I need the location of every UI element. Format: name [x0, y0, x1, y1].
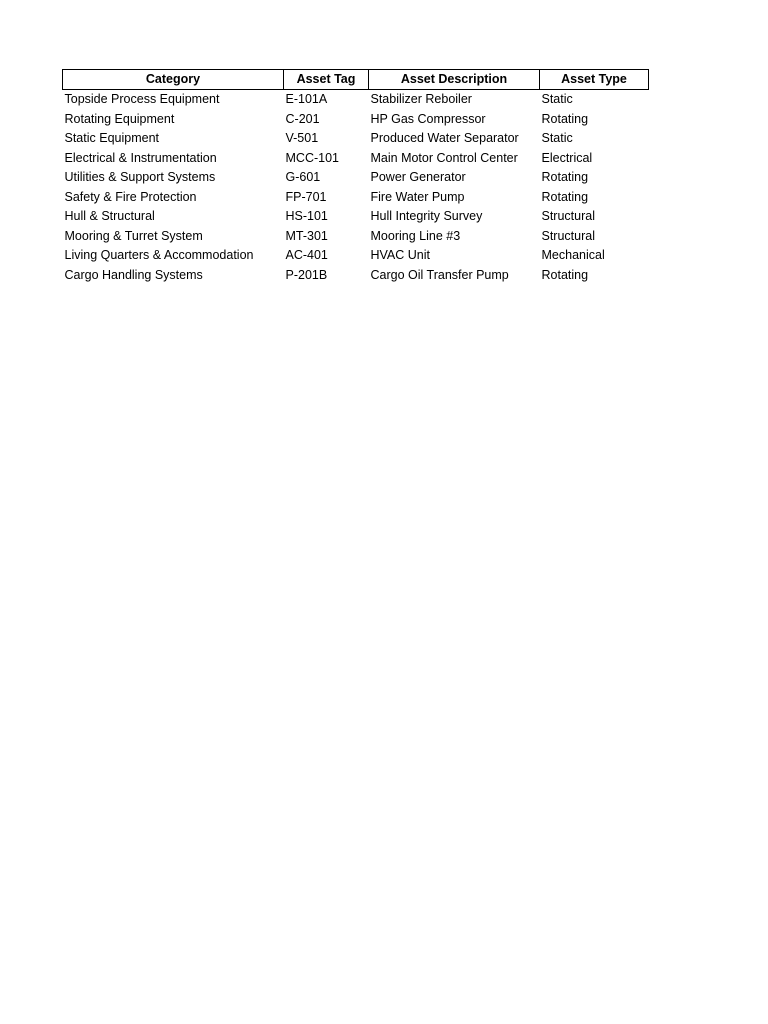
cell-asset-description: Power Generator [370, 170, 466, 184]
cell-category: Hull & Structural [64, 209, 155, 223]
column-header-asset-type: Asset Type [540, 70, 649, 90]
cell-category: Mooring & Turret System [64, 228, 203, 243]
cell-asset-description: Mooring Line #3 [370, 228, 461, 243]
column-header-asset-description: Asset Description [369, 70, 540, 90]
cell-asset-type: Structural [541, 209, 595, 223]
cell-asset-type: Static [541, 92, 573, 106]
column-header-category: Category [63, 70, 284, 90]
cell-asset-tag: C-201 [285, 111, 320, 126]
cell-asset-description: Hull Integrity Survey [370, 209, 483, 223]
cell-asset-description: Fire Water Pump [370, 189, 465, 204]
table-row [63, 227, 649, 247]
table-body [63, 90, 649, 286]
cell-asset-type: Rotating [541, 267, 589, 282]
cell-asset-tag: FP-701 [285, 189, 327, 204]
cell-asset-tag: P-201B [285, 267, 328, 282]
cell-asset-type: Structural [541, 228, 595, 243]
cell-asset-description: Main Motor Control Center [370, 150, 518, 165]
cell-asset-tag: HS-101 [285, 209, 328, 223]
column-header-asset-tag: Asset Tag [284, 70, 369, 90]
cell-asset-tag: MT-301 [285, 228, 328, 243]
cell-asset-tag: V-501 [285, 131, 319, 145]
cell-asset-type: Mechanical [541, 248, 605, 262]
cell-asset-description: HP Gas Compressor [370, 111, 486, 126]
asset-table [62, 69, 649, 285]
table-row [63, 207, 649, 227]
table-row [63, 110, 649, 130]
table-row [63, 168, 649, 188]
cell-asset-description: Stabilizer Reboiler [370, 92, 472, 106]
cell-category: Static Equipment [64, 131, 159, 145]
table-row [63, 266, 649, 286]
cell-asset-type: Rotating [541, 111, 589, 126]
cell-category: Utilities & Support Systems [64, 170, 216, 184]
cell-asset-type: Rotating [541, 189, 589, 204]
cell-asset-type: Static [541, 131, 573, 145]
cell-asset-description: Cargo Oil Transfer Pump [370, 267, 509, 282]
cell-asset-type: Electrical [541, 150, 593, 165]
cell-asset-tag: MCC-101 [285, 150, 339, 165]
table-row [63, 149, 649, 169]
cell-asset-tag: AC-401 [285, 248, 328, 262]
cell-category: Living Quarters & Accommodation [64, 248, 254, 262]
asset-sheet [62, 69, 649, 285]
table-row [63, 188, 649, 208]
table-row [63, 246, 649, 266]
table-row [63, 90, 649, 110]
cell-asset-tag: E-101A [285, 92, 328, 106]
cell-category: Safety & Fire Protection [64, 189, 197, 204]
cell-category: Rotating Equipment [64, 111, 175, 126]
cell-asset-tag: G-601 [285, 170, 321, 184]
cell-asset-type: Rotating [541, 170, 589, 184]
cell-asset-description: Produced Water Separator [370, 131, 519, 145]
table-header-row [63, 70, 649, 90]
cell-category: Electrical & Instrumentation [64, 150, 217, 165]
table-row [63, 129, 649, 149]
cell-category: Cargo Handling Systems [64, 267, 203, 282]
cell-category: Topside Process Equipment [64, 92, 220, 106]
cell-asset-description: HVAC Unit [370, 248, 431, 262]
